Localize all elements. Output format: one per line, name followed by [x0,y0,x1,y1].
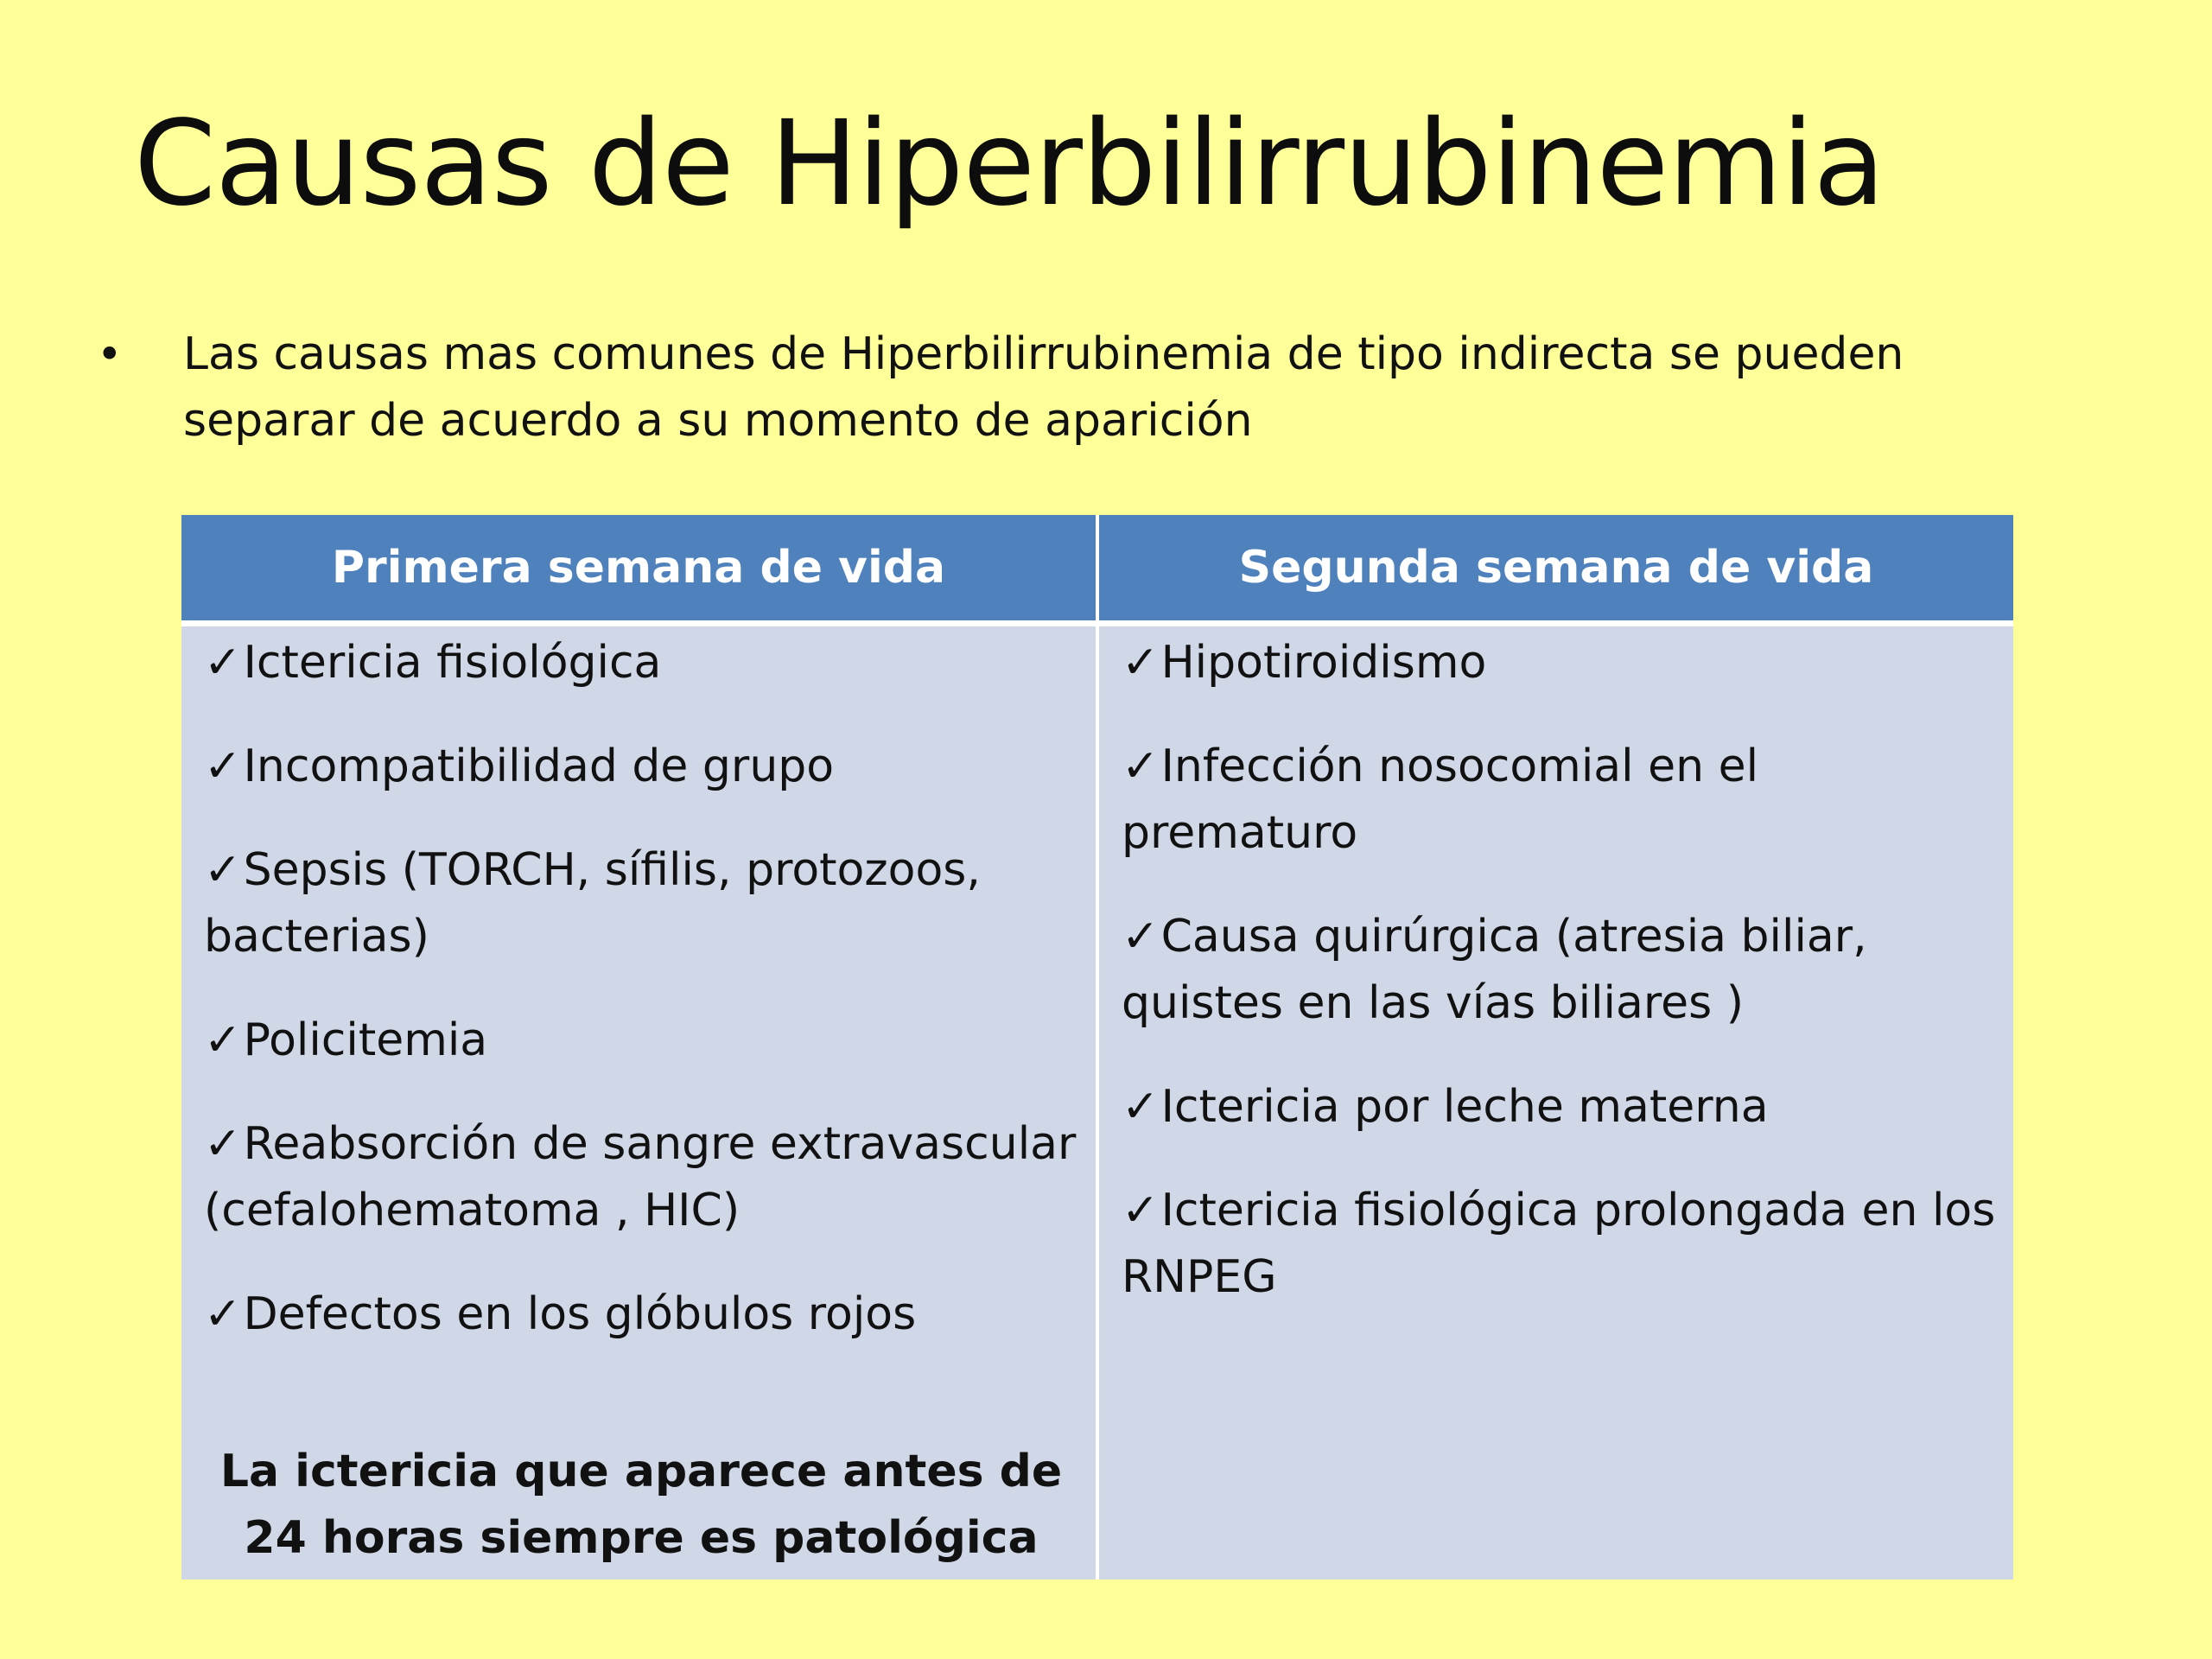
list-item-text: Infección nosocomial en el prematuro [1122,741,1759,859]
checkmark-icon: ✓ [204,1118,242,1170]
list-item [1122,630,1996,696]
table-header-row [181,515,2013,624]
list-item-text: Causa quirúrgica (atresia biliar, quistes en las vías biliares ) [1122,911,1867,1029]
column-header-first-week: Primera semana de vida [181,515,1097,624]
list-item [204,734,1078,800]
bullet-marker: • [97,329,123,379]
first-week-cell [181,624,1097,1580]
checkmark-icon: ✓ [204,741,242,792]
checkmark-icon: ✓ [204,844,242,896]
list-item [204,630,1078,696]
list-item [1122,734,1996,867]
checkmark-icon: ✓ [1122,637,1160,689]
first-week-list [204,626,1078,1348]
list-item-text: Policitemia [243,1014,488,1066]
pathology-note: La ictericia que aparece antes de 24 horas siempre es patológica [219,1446,1063,1564]
causes-table-wrapper [181,515,2013,1580]
list-item-text: Ictericia fisiológica [243,637,662,689]
intro-text: Las causas mas comunes de Hiperbilirrubinemia de tipo indirecta se pueden separar de acuerdo a su momento de aparición [183,328,1904,447]
checkmark-icon: ✓ [1122,1185,1160,1236]
list-item [1122,904,1996,1037]
checkmark-icon: ✓ [1122,1081,1160,1133]
list-item-text: Reabsorción de sangre extravascular (cefalohematoma , HIC) [204,1118,1077,1236]
column-header-second-week: Segunda semana de vida [1097,515,2013,624]
causes-table [181,515,2013,1580]
second-week-list [1122,626,1996,1311]
second-week-cell [1097,624,2013,1580]
slide-title: Causas de Hiperbilirrubinemia [134,96,1885,232]
list-item-text: Ictericia por leche materna [1160,1081,1769,1133]
checkmark-icon: ✓ [1122,741,1160,792]
checkmark-icon: ✓ [204,1014,242,1066]
list-item-text: Defectos en los glóbulos rojos [243,1288,917,1340]
list-item [1122,1074,1996,1141]
checkmark-icon: ✓ [204,637,242,689]
list-item [204,1281,1078,1348]
list-item-text: Sepsis (TORCH, sífilis, protozoos, bacterias) [204,844,981,963]
checkmark-icon: ✓ [204,1288,242,1340]
list-item [204,837,1078,970]
list-item [204,1007,1078,1074]
list-item [1122,1178,1996,1311]
checkmark-icon: ✓ [1122,911,1160,963]
list-item-text: Ictericia fisiológica prolongada en los RNPEG [1122,1185,1996,1303]
list-item-text: Hipotiroidismo [1160,637,1487,689]
list-item [204,1111,1078,1244]
list-item-text: Incompatibilidad de grupo [243,741,835,792]
table-body-row [181,624,2013,1580]
